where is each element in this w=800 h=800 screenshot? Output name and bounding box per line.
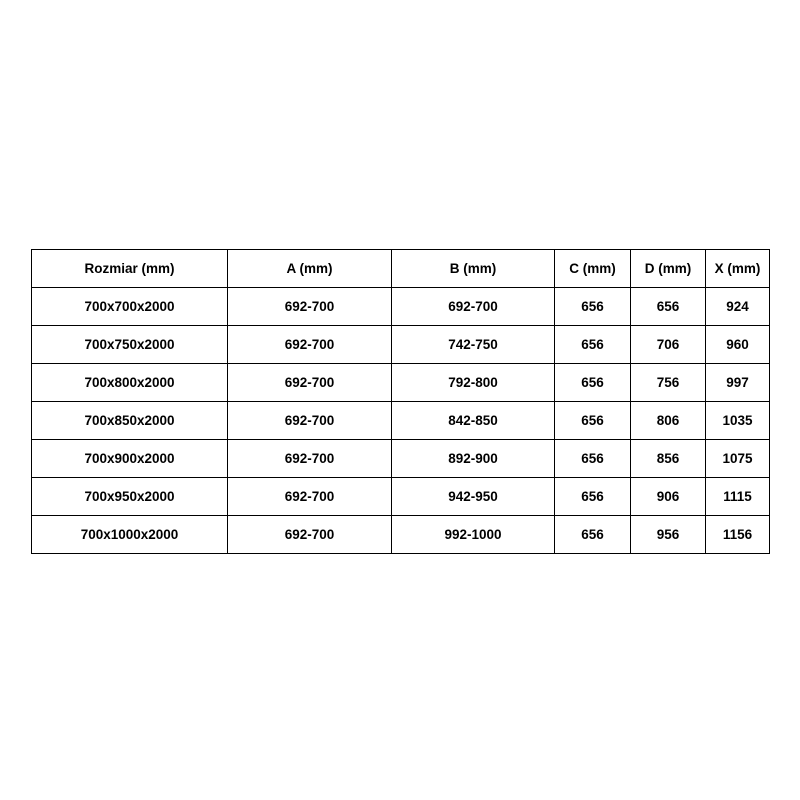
cell-c: 656 [555,516,631,554]
cell-size: 700x750x2000 [32,326,228,364]
table-header [32,250,770,288]
cell-a: 692-700 [228,402,392,440]
size-specification-table [31,249,770,554]
cell-d: 856 [631,440,706,478]
cell-b: 992-1000 [392,516,555,554]
cell-size: 700x700x2000 [32,288,228,326]
cell-c: 656 [555,440,631,478]
cell-size: 700x900x2000 [32,440,228,478]
cell-a: 692-700 [228,364,392,402]
cell-b: 692-700 [392,288,555,326]
table-row [32,364,770,402]
cell-b: 792-800 [392,364,555,402]
table-row [32,326,770,364]
cell-c: 656 [555,288,631,326]
cell-a: 692-700 [228,326,392,364]
cell-d: 956 [631,516,706,554]
cell-x: 1156 [706,516,770,554]
spec-table-container [31,249,769,554]
cell-d: 906 [631,478,706,516]
cell-c: 656 [555,326,631,364]
cell-d: 656 [631,288,706,326]
cell-a: 692-700 [228,516,392,554]
column-header-c: C (mm) [555,250,631,288]
cell-c: 656 [555,478,631,516]
table-row [32,516,770,554]
cell-b: 742-750 [392,326,555,364]
cell-d: 706 [631,326,706,364]
cell-b: 842-850 [392,402,555,440]
cell-b: 942-950 [392,478,555,516]
table-header-row [32,250,770,288]
cell-x: 1115 [706,478,770,516]
table-body [32,288,770,554]
cell-c: 656 [555,402,631,440]
cell-x: 924 [706,288,770,326]
cell-x: 1075 [706,440,770,478]
table-row [32,440,770,478]
column-header-rozmiar: Rozmiar (mm) [32,250,228,288]
column-header-x: X (mm) [706,250,770,288]
cell-a: 692-700 [228,478,392,516]
column-header-b: B (mm) [392,250,555,288]
cell-c: 656 [555,364,631,402]
cell-x: 960 [706,326,770,364]
cell-x: 1035 [706,402,770,440]
cell-x: 997 [706,364,770,402]
table-row [32,288,770,326]
cell-size: 700x1000x2000 [32,516,228,554]
cell-a: 692-700 [228,440,392,478]
cell-size: 700x850x2000 [32,402,228,440]
cell-a: 692-700 [228,288,392,326]
cell-b: 892-900 [392,440,555,478]
cell-size: 700x800x2000 [32,364,228,402]
cell-d: 756 [631,364,706,402]
column-header-d: D (mm) [631,250,706,288]
column-header-a: A (mm) [228,250,392,288]
table-row [32,478,770,516]
cell-size: 700x950x2000 [32,478,228,516]
cell-d: 806 [631,402,706,440]
table-row [32,402,770,440]
